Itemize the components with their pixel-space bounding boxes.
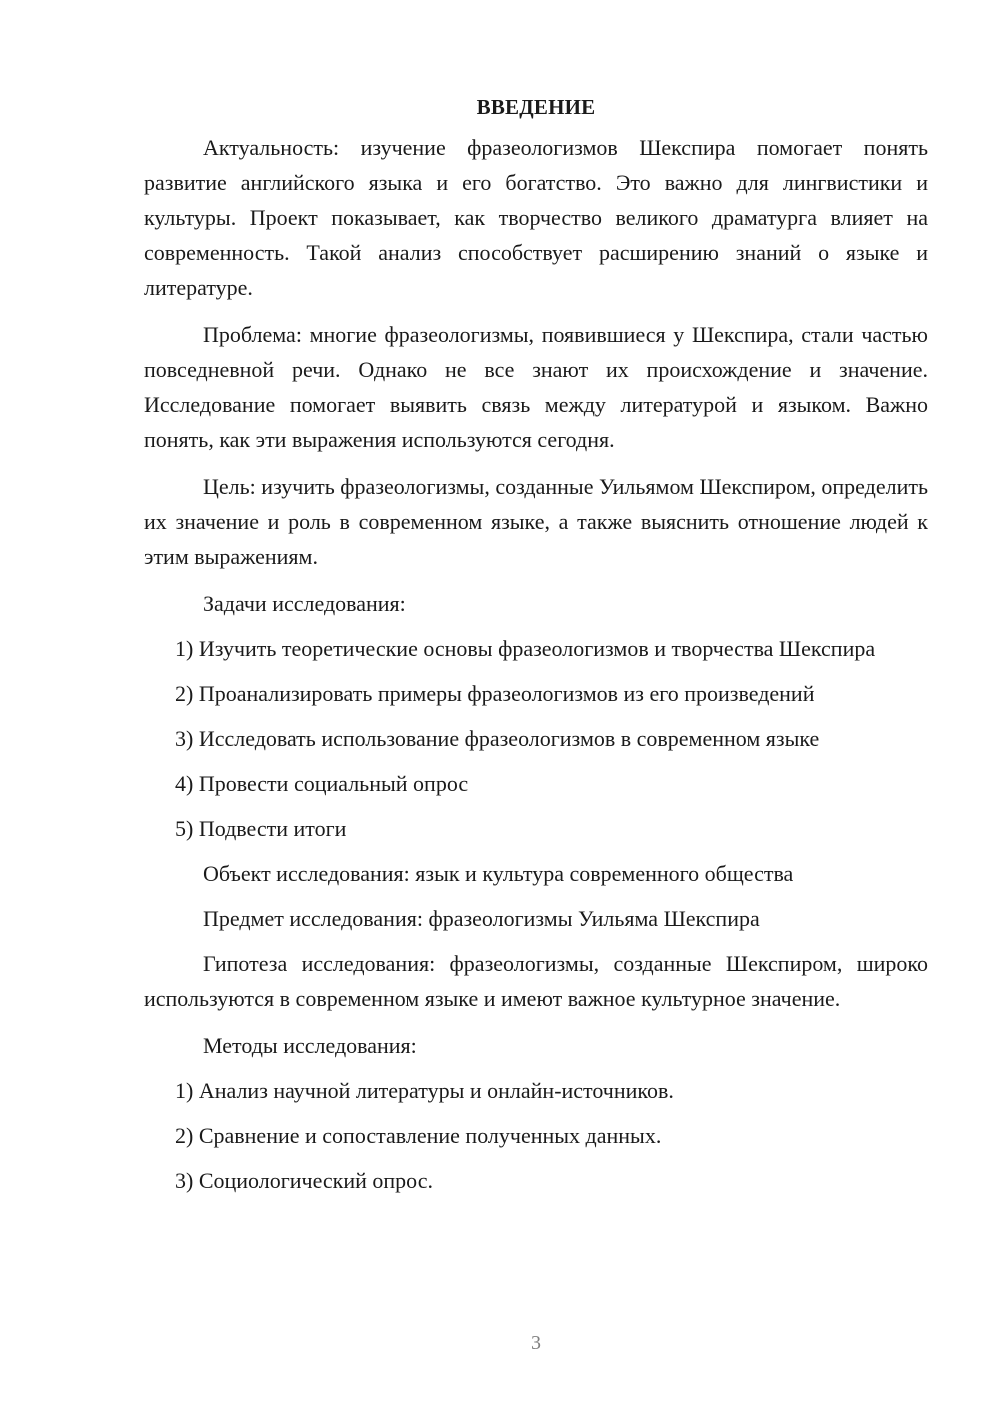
task-item: 4) Провести социальный опрос bbox=[175, 771, 469, 796]
methods-heading: Методы исследования: bbox=[203, 1033, 417, 1058]
page-title: ВВЕДЕНИЕ bbox=[476, 95, 596, 119]
task-item: 1) Изучить теоретические основы фразеологизмов и творчества Шекспира bbox=[175, 636, 876, 661]
page-number: 3 bbox=[531, 1332, 541, 1354]
hypothesis-paragraph: Гипотеза исследования: фразеологизмы, созданные Шекспиром, широко используются в современном языке и имеют важное культурное значение. bbox=[144, 951, 928, 1011]
method-item: 3) Социологический опрос. bbox=[175, 1168, 433, 1193]
document-page bbox=[144, 92, 928, 1208]
task-item: 2) Проанализировать примеры фразеологизмов из его произведений bbox=[175, 681, 815, 706]
object-paragraph: Объект исследования: язык и культура современного общества bbox=[203, 861, 794, 886]
task-item: 3) Исследовать использование фразеологизмов в современном языке bbox=[175, 726, 820, 751]
method-item: 2) Сравнение и сопоставление полученных данных. bbox=[175, 1123, 662, 1148]
problem-paragraph: Проблема: многие фразеологизмы, появившиеся у Шекспира, стали частью повседневной речи. Однако не все знают их происхождение и значение. Исследование помогает выявить связь между литературой и языком. Важно понять, как эти выражения используются сегодня. bbox=[144, 322, 928, 452]
goal-paragraph: Цель: изучить фразеологизмы, созданные Уильямом Шекспиром, определить их значение и роль в современном языке, а также выяснить отношение людей к этим выражениям. bbox=[144, 474, 928, 569]
method-item: 1) Анализ научной литературы и онлайн-источников. bbox=[175, 1078, 674, 1103]
subject-paragraph: Предмет исследования: фразеологизмы Уильяма Шекспира bbox=[203, 906, 760, 931]
task-item: 5) Подвести итоги bbox=[175, 816, 347, 841]
relevance-paragraph: Актуальность: изучение фразеологизмов Шекспира помогает понять развитие английского языка и его богатство. Это важно для лингвистики и культуры. Проект показывает, как творчество великого драматурга влияет на современность. Такой анализ способствует расширению знаний о языке и литературе. bbox=[144, 135, 928, 300]
tasks-heading: Задачи исследования: bbox=[203, 591, 406, 616]
